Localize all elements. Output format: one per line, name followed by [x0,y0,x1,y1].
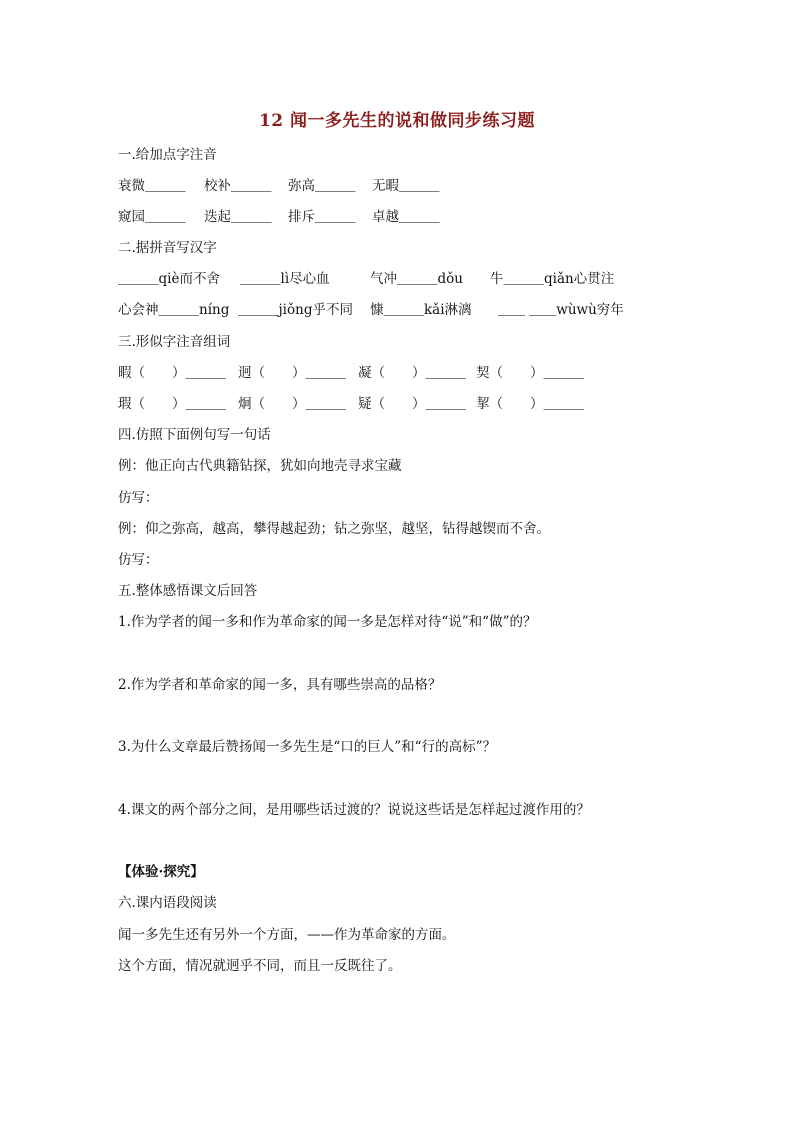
item: 凝（ ）＿＿＿ [358,365,466,381]
passage-line-2: 这个方面，情况就迥乎不同，而且一反既往了。 [118,958,402,974]
section-4-heading: 四.仿照下面例句写一句话 [118,427,271,443]
item: ＿＿＿lì尽心血 [240,271,330,287]
example-sentence-2: 例：仰之弥高，越高，攀得越起劲；钻之弥坚，越坚，钻得越锲而不舍。 [118,521,550,537]
item: 迭起＿＿＿ [204,209,272,225]
item: 契（ ）＿＿＿ [476,365,584,381]
item: 衰微＿＿＿ [118,178,186,194]
item: 心会神＿＿＿níng [118,302,230,318]
item: 瑕（ ）＿＿＿ [118,396,226,412]
question-2: 2.作为学者和革命家的闻一多，具有哪些崇高的品格？ [118,677,442,693]
item: 弥高＿＿＿ [288,178,356,194]
item: 无暇＿＿＿ [372,178,440,194]
item: 卓越＿＿＿ [372,209,440,225]
item: 校补＿＿＿ [204,178,272,194]
item: 慷＿＿＿kǎi淋漓 [370,302,472,318]
item: 炯（ ）＿＿＿ [238,396,346,412]
item: 迥（ ）＿＿＿ [238,365,346,381]
section-6-heading: 六.课内语段阅读 [118,895,217,911]
question-1: 1.作为学者的闻一多和作为革命家的闻一多是怎样对待“说”和“做”的？ [118,614,537,630]
section-5-heading: 五.整体感悟课文后回答 [118,583,258,599]
explore-section-tag: 【体验·探究】 [118,864,204,880]
item: 挈（ ）＿＿＿ [476,396,584,412]
question-4: 4.课文的两个部分之间，是用哪些话过渡的？说说这些话是怎样起过渡作用的？ [118,802,590,818]
item: 排斥＿＿＿ [288,209,356,225]
imitation-label-2: 仿写： [118,552,159,568]
question-3: 3.为什么文章最后赞扬闻一多先生是“口的巨人”和“行的高标”？ [118,739,496,755]
item: 气冲＿＿＿dǒu [370,271,463,287]
example-sentence-1: 例：他正向古代典籍钻探，犹如向地壳寻求宝藏 [118,458,402,474]
item: ＿＿＿jiǒng乎不同 [238,302,353,318]
section-2-heading: 二.据拼音写汉字 [118,240,217,256]
item: 牛＿＿＿qiǎn心贯注 [490,271,615,287]
item: ＿＿ ＿＿wùwù穷年 [498,302,624,318]
section-3-heading: 三.形似字注音组词 [118,334,231,350]
imitation-label-1: 仿写： [118,490,159,506]
section-1-heading: 一.给加点字注音 [118,147,217,163]
item: 暇（ ）＿＿＿ [118,365,226,381]
item: ＿＿＿qiè而不舍 [118,271,220,287]
item: 窥园＿＿＿ [118,209,186,225]
item: 疑（ ）＿＿＿ [358,396,466,412]
passage-line-1: 闻一多先生还有另外一个方面，——作为革命家的方面。 [118,927,456,943]
document-title: 12 闻一多先生的说和做同步练习题 [258,111,536,131]
